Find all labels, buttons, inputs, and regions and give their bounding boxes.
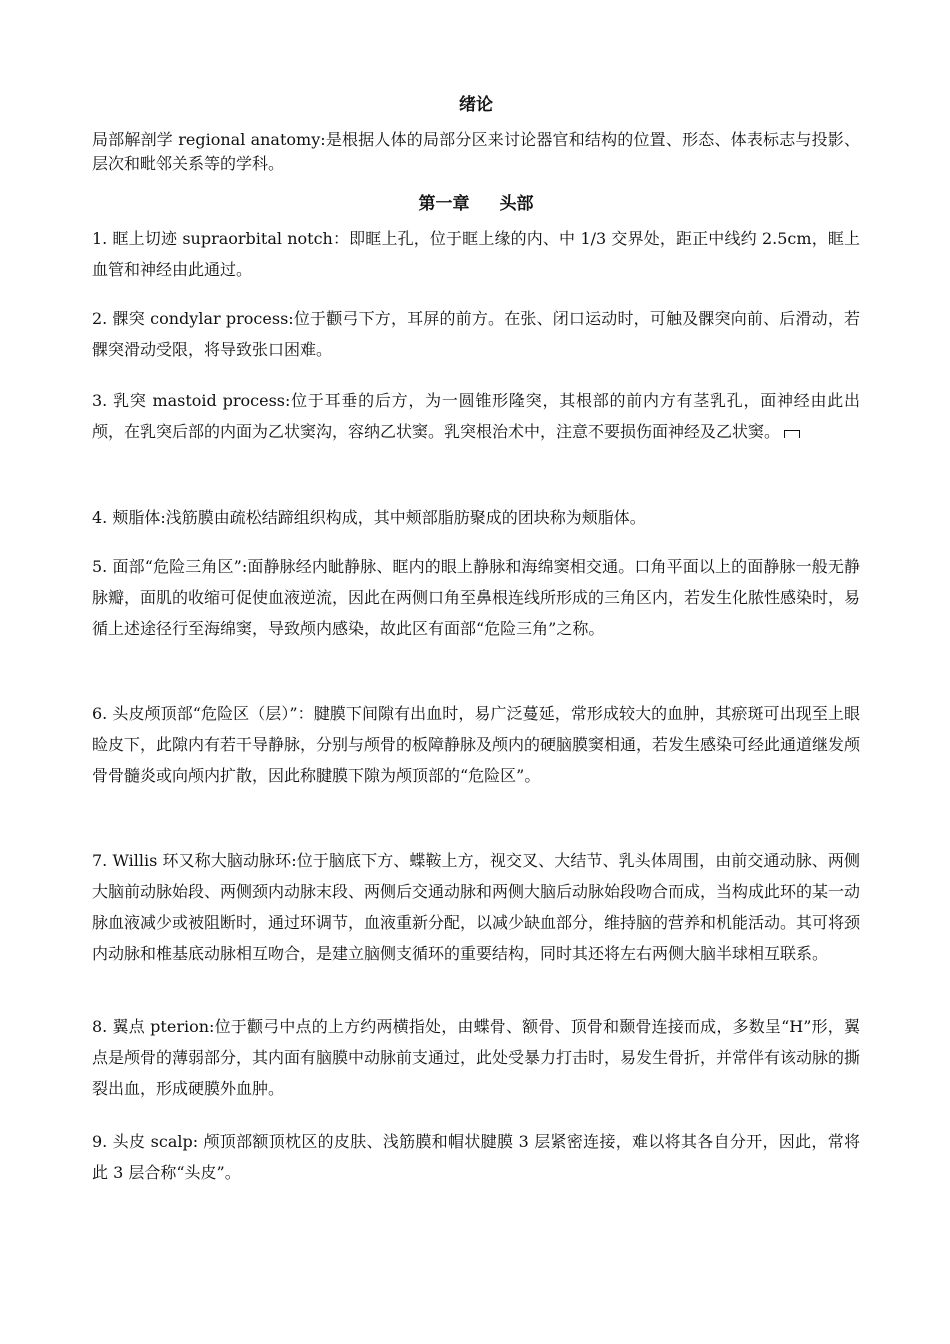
edit-mark-icon: [784, 430, 800, 438]
paragraph-5: 5. 面部“危险三角区”:面静脉经内眦静脉、眶内的眼上静脉和海绵窦相交通。口角平面以上的面静脉一般无静脉瓣，面肌的收缩可促使血液逆流，因此在两侧口角至鼻根连线所形成的三角区内，若发生化脓性感染时，易循上述途径行至海绵窦，导致颅内感染，故此区有面部“危险三角”之称。: [92, 557, 861, 638]
chapter-name: 头部: [499, 194, 534, 214]
paragraph-6: 6. 头皮颅顶部“危险区（层）”：腱膜下间隙有出血时，易广泛蔓延，常形成较大的血肿，其瘀斑可出现至上眼睑皮下，此隙内有若干导静脉，分别与颅骨的板障静脉及颅内的硬脑膜窦相通，若发生感染可经此通道继发颅骨骨髓炎或向颅内扩散，因此称腱膜下隙为颅顶部的“危险区”。: [92, 704, 861, 785]
chapter-heading: [92, 193, 860, 215]
paragraph-8: 8. 翼点 pterion:位于颧弓中点的上方约两横指处，由蝶骨、额骨、顶骨和颞骨连接而成，多数呈“H”形，翼点是颅骨的薄弱部分，其内面有脑膜中动脉前支通过，此处受暴力打击时，易发生骨折，并常伴有该动脉的撕裂出血，形成硬膜外血肿。: [92, 1017, 861, 1098]
paragraph-1: 1. 眶上切迹 supraorbital notch：即眶上孔，位于眶上缘的内、中 1/3 交界处，距正中线约 2.5cm，眶上血管和神经由此通过。: [92, 229, 860, 279]
paragraph-4: 4. 颊脂体:浅筋膜由疏松结蹄组织构成，其中颊部脂肪聚成的团块称为颊脂体。: [92, 508, 646, 527]
paragraph-9: 9. 头皮 scalp: 颅顶部额顶枕区的皮肤、浅筋膜和帽状腱膜 3 层紧密连接，难以将其各自分开，因此，常将此 3 层合称“头皮”。: [92, 1132, 860, 1182]
intro-paragraph: 局部解剖学 regional anatomy:是根据人体的局部分区来讨论器官和结构的位置、形态、体表标志与投影、层次和毗邻关系等的学科。: [92, 130, 860, 173]
paragraph-3: [92, 385, 860, 447]
chapter-label: 第一章: [418, 194, 470, 214]
paragraph-2: 2. 髁突 condylar process:位于颧弓下方，耳屏的前方。在张、闭口运动时，可触及髁突向前、后滑动，若髁突滑动受限，将导致张口困难。: [92, 309, 860, 359]
page-title: 绪论: [459, 95, 493, 115]
paragraph-7: 7. Willis 环又称大脑动脉环:位于脑底下方、蝶鞍上方，视交叉、大结节、乳头体周围，由前交通动脉、两侧大脑前动脉始段、两侧颈内动脉末段、两侧后交通动脉和两侧大脑后动脉始段吻合而成，当构成此环的某一动脉血液减少或被阻断时，通过环调节，血液重新分配，以减少缺血部分，维持脑的营养和机能活动。其可将颈内动脉和椎基底动脉相互吻合，是建立脑侧支循环的重要结构，同时其还将左右两侧大脑半球相互联系。: [92, 851, 861, 963]
paragraph-3-text: 3. 乳突 mastoid process:位于耳垂的后方，为一圆锥形隆突，其根部的前内方有茎乳孔，面神经由此出颅，在乳突后部的内面为乙状窦沟，容纳乙状窦。乳突根治术中，注意不要损伤面神经及乙状窦。: [92, 391, 860, 441]
